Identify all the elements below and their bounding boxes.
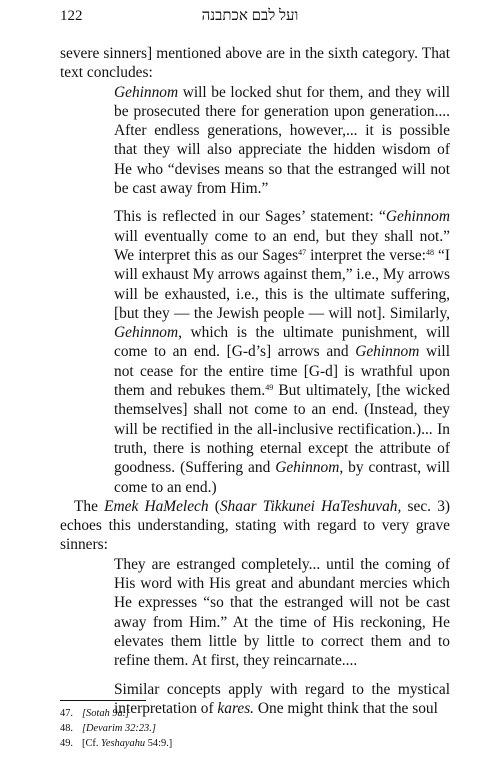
footnote-divider	[60, 700, 146, 701]
footnotes	[60, 706, 450, 751]
book-title: Emek HaMelech	[104, 497, 209, 515]
footnote-49	[60, 736, 450, 751]
quote-text: This is reflected in our Sages’ statement: “	[114, 208, 386, 226]
block-quote-2	[60, 207, 450, 496]
block-quote-4: Similar concepts apply with regard to the mystical interpretation of kares. One might think that the soul	[114, 680, 450, 717]
block-quote-3: They are estranged completely... until the coming of His word with His great and abundant mercies which He expresses “so that the estranged will not be cast away from Him.” At the time of His reckoning, He elevates them little by little to correct them and to refine them. At first, they reincarnate....	[114, 555, 450, 670]
quote-text: which is the ultimate punishment, will come to an end. [G-d’s] arrows and	[114, 324, 450, 361]
footnote-48	[60, 721, 450, 736]
quote-text: But ultimately, [the wicked themselves] shall not come to an end. (Instead, they will be rectified in the all-inclusive rectification.)... In truth, there is nothing eternal except the attribute of goodness. (Suffering and	[114, 382, 450, 477]
footnote-47	[60, 706, 450, 721]
block-quote-1	[60, 83, 450, 199]
quote-text: will not cease for the entire time [G-d] is wrathful upon them and rebukes them.	[114, 343, 450, 400]
quote-text: will be locked shut for them, and they will be prosecuted there for generation upon generation.... After endless generations, however,... it is possible that they will also appreciate the hidden wisdom of He who “devises means so that the estranged will not be cast away from Him.”	[114, 83, 450, 198]
main-text	[60, 44, 450, 718]
term-gehinnom: Gehinnom	[114, 83, 179, 101]
footnote-text: [Devarim 32:23.]	[82, 723, 156, 734]
term-gehinnom: Gehinnom,	[114, 324, 182, 342]
term-kares: kares.	[217, 699, 255, 717]
footnote-text: [Sotah 9a.]	[82, 708, 130, 719]
paragraph-intro: severe sinners] mentioned above are in the sixth category. That text concludes:	[60, 45, 450, 82]
footnote-text: [Cf. Yeshayahu 54:9.]	[82, 738, 173, 749]
term-gehinnom: Gehinnom	[385, 208, 450, 226]
term-gehinnom: Gehinnom	[355, 343, 420, 361]
quote-text: will eventually come to an end, but they shall not.” We interpret this as our Sages	[114, 227, 450, 264]
paragraph-emek-hamelech: The Emek HaMelech (Shaar Tikkunei HaTeshuvah, sec. 3) echoes this understanding, stating with regard to very grave sinners:	[60, 497, 451, 554]
footnote-number: 49.	[60, 738, 73, 749]
term-gehinnom: Gehinnom,	[275, 459, 344, 477]
footnote-ref-47[interactable]: 47	[298, 247, 307, 257]
quote-text: by contrast, will come to an end.)	[114, 459, 450, 496]
quote-text: “I will exhaust My arrows against them,” i.e., My arrows will be exhausted, i.e., this is the ultimate suffering, [but they — the Jewish people — will not]. Similarly,	[114, 246, 450, 322]
section-title: Shaar Tikkunei HaTeshuvah,	[219, 497, 402, 515]
footnote-number: 48.	[60, 723, 73, 734]
footnote-number: 47.	[60, 708, 73, 719]
footnote-ref-49[interactable]: 49	[265, 383, 274, 393]
page-number: 122	[60, 8, 83, 24]
quote-text: interpret the verse:	[306, 246, 426, 264]
running-header-title: ועל לבם אכתבנה	[201, 8, 299, 24]
footnote-ref-48[interactable]: 48	[425, 247, 434, 257]
